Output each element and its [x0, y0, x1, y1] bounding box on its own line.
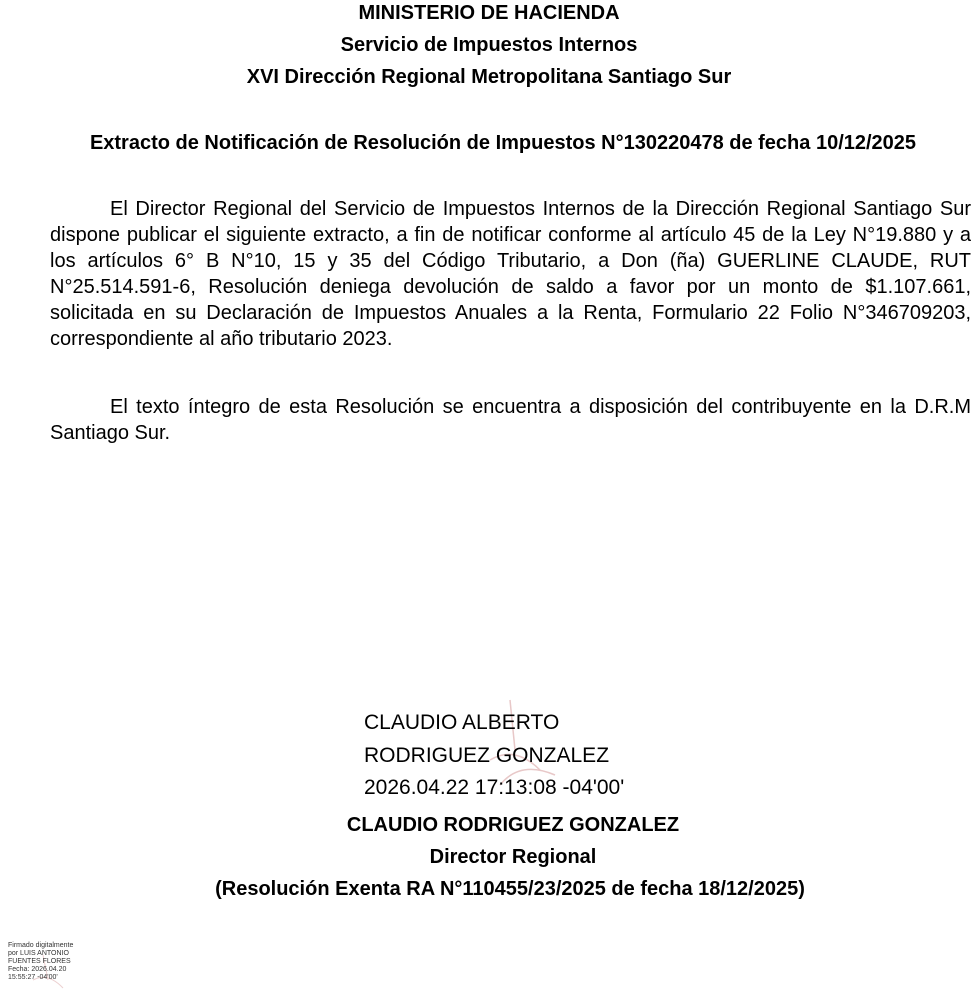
document-title: Extracto de Notificación de Resolución de Impuestos N°130220478 de fecha 10/12/2025: [89, 132, 917, 154]
stamp-line-1: Firmado digitalmente: [8, 942, 74, 949]
signature-timestamp: 2026.04.22 17:13:08 -04'00': [364, 776, 625, 799]
direction-heading: XVI Dirección Regional Metropolitana Santiago Sur: [246, 66, 732, 88]
signature-name-line-2: RODRIGUEZ GONZALEZ: [364, 744, 610, 767]
stamp-line-3: FUENTES FLORES: [8, 958, 71, 965]
digital-signature-stamp: [8, 942, 73, 982]
service-heading: Servicio de Impuestos Internos: [340, 34, 638, 56]
body-paragraph-1: El Director Regional del Servicio de Impuestos Internos de la Dirección Regional Santiago Sur dispone publicar el siguiente extracto, a fin de notificar conforme al artículo 45 de la Ley N°19.880 y a los artículos 6° B N°10, 15 y 35 del Código Tributario, a Don (ña) GUERLINE CLAUDE, RUT N°25.514.591-6, Resolución deniega devolución de saldo a favor por un monto de $1.107.661, solicitada en su Declaración de Impuestos Anuales a la Renta, Formulario 22 Folio N°346709203, correspondiente al año tributario 2023.: [50, 198, 971, 350]
stamp-line-2: por LUIS ANTONIO: [8, 950, 69, 957]
stamp-line-5: 15:55:27 -04'00': [8, 974, 58, 981]
resolution-reference: (Resolución Exenta RA N°110455/23/2025 de fecha 18/12/2025): [215, 878, 805, 900]
body-paragraph-2: El texto íntegro de esta Resolución se encuentra a disposición del contribuyente en la D.R.M Santiago Sur.: [50, 396, 971, 444]
stamp-line-4: Fecha: 2026.04.20: [8, 966, 67, 973]
signer-name: CLAUDIO RODRIGUEZ GONZALEZ: [346, 814, 680, 836]
signer-role: Director Regional: [429, 846, 597, 868]
signature-name-line-1: CLAUDIO ALBERTO: [364, 711, 560, 734]
ministry-heading: MINISTERIO DE HACIENDA: [358, 2, 620, 24]
